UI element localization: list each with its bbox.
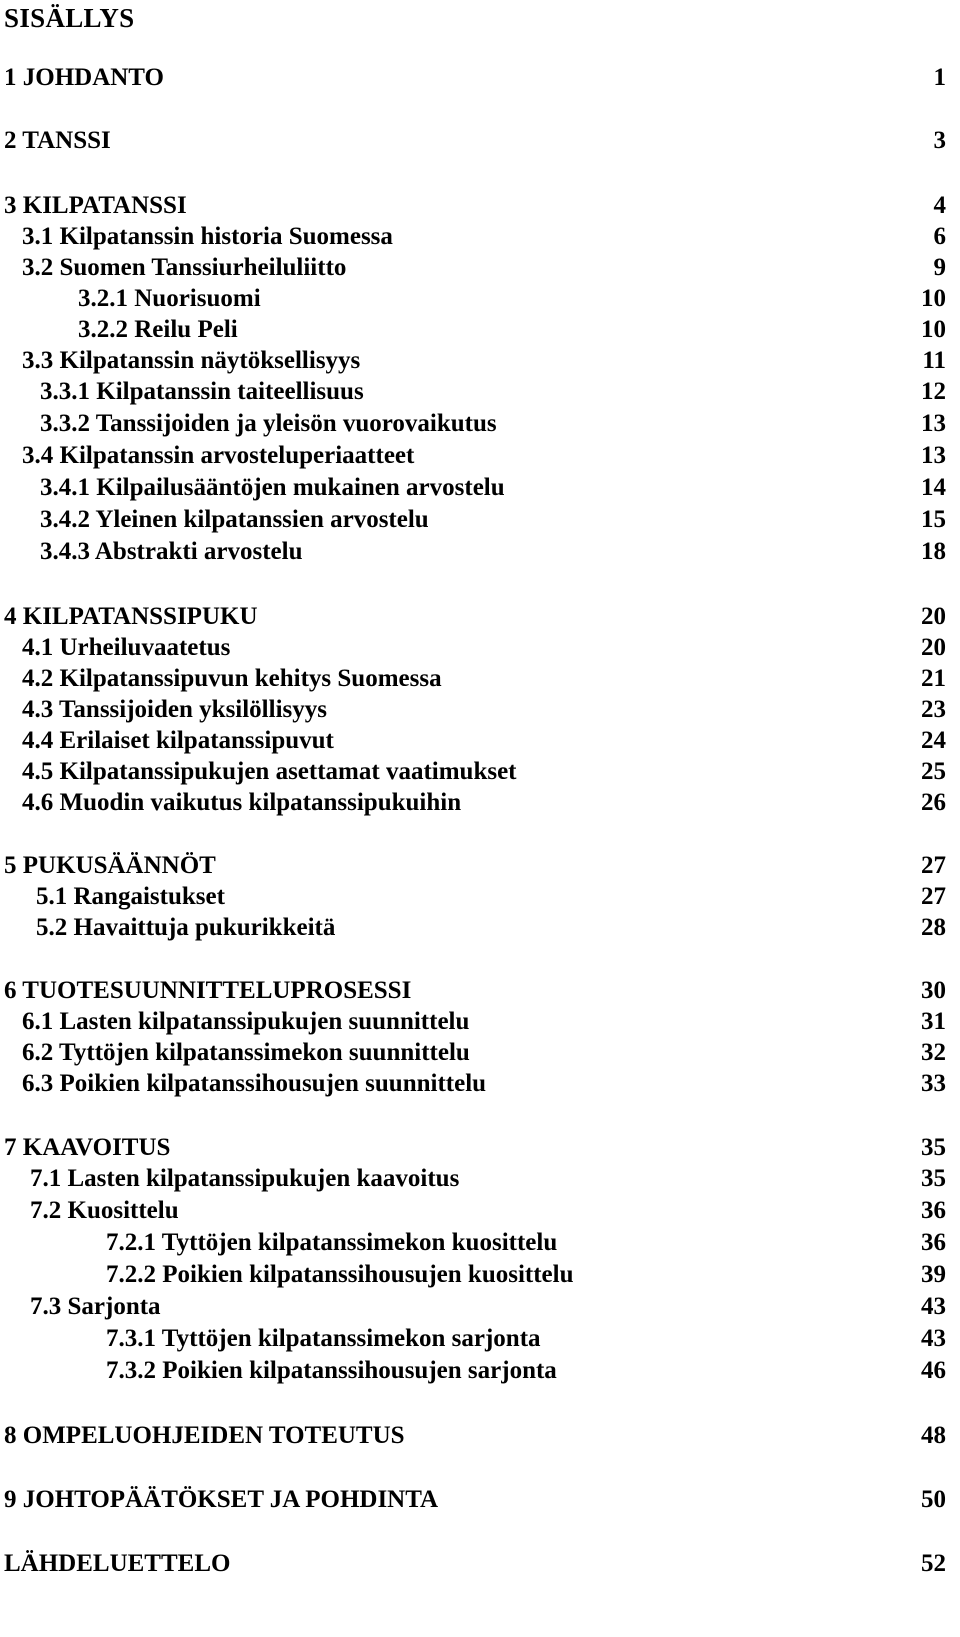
toc-entry-6-1[interactable] — [0, 1007, 960, 1037]
toc-entry-title: 3.1 Kilpatanssin historia Suomessa — [22, 223, 393, 250]
toc-entry-chapter-8[interactable] — [0, 1421, 960, 1451]
toc-entry-title: 3.2.2 Reilu Peli — [78, 316, 238, 343]
toc-entry-title: 7.2.2 Poikien kilpatanssihousujen kuosittelu — [106, 1261, 574, 1288]
toc-entry-title: 7.1 Lasten kilpatanssipukujen kaavoitus — [30, 1165, 460, 1192]
toc-entry-chapter-6[interactable] — [0, 976, 960, 1006]
toc-entry-page: 48 — [921, 1422, 946, 1449]
toc-entry-chapter-4[interactable] — [0, 602, 960, 632]
toc-entry-page: 18 — [921, 538, 946, 565]
toc-entry-4-6[interactable] — [0, 788, 960, 818]
toc-entry-title: 7.3 Sarjonta — [30, 1293, 161, 1320]
toc-entry-title: 4.4 Erilaiset kilpatanssipuvut — [22, 727, 334, 754]
toc-entry-title: 2 TANSSI — [4, 127, 111, 154]
toc-entry-page: 21 — [921, 665, 946, 692]
toc-entry-4-5[interactable] — [0, 757, 960, 787]
toc-entry-6-2[interactable] — [0, 1038, 960, 1068]
toc-entry-5-2[interactable] — [0, 913, 960, 943]
toc-entry-3-4-2[interactable] — [0, 505, 960, 535]
toc-entry-7-3-1[interactable] — [0, 1324, 960, 1354]
toc-entry-title: 7 KAAVOITUS — [4, 1134, 171, 1161]
toc-entry-title: 3.3.2 Tanssijoiden ja yleisön vuorovaikutus — [40, 410, 497, 437]
toc-entry-3-3-2[interactable] — [0, 409, 960, 439]
toc-entry-3-4[interactable] — [0, 441, 960, 471]
toc-entry-title: 6.2 Tyttöjen kilpatanssimekon suunnittelu — [22, 1039, 470, 1066]
toc-entry-title: 4.3 Tanssijoiden yksilöllisyys — [22, 696, 327, 723]
toc-entry-page: 10 — [921, 316, 946, 343]
toc-entry-title: 9 JOHTOPÄÄTÖKSET JA POHDINTA — [4, 1486, 439, 1513]
toc-entry-page: 25 — [921, 758, 946, 785]
toc-entry-page: 11 — [922, 347, 946, 374]
toc-entry-title: 3.2.1 Nuorisuomi — [78, 285, 261, 312]
toc-entry-title: 7.3.1 Tyttöjen kilpatanssimekon sarjonta — [106, 1325, 541, 1352]
toc-entry-title: 5.2 Havaittuja pukurikkeitä — [36, 914, 336, 941]
toc-entry-page: 35 — [921, 1165, 946, 1192]
toc-entry-7-1[interactable] — [0, 1164, 960, 1194]
toc-entry-page: 28 — [921, 914, 946, 941]
toc-entry-page: 50 — [921, 1486, 946, 1513]
toc-entry-page: 12 — [921, 378, 946, 405]
toc-heading: SISÄLLYS — [4, 3, 135, 33]
toc-entry-page: 35 — [921, 1134, 946, 1161]
toc-entry-title: 3.4.2 Yleinen kilpatanssien arvostelu — [40, 506, 429, 533]
toc-entry-3-3[interactable] — [0, 346, 960, 376]
toc-entry-page: 32 — [921, 1039, 946, 1066]
toc-entry-title: 6 TUOTESUUNNITTELUPROSESSI — [4, 977, 412, 1004]
toc-entry-3-1[interactable] — [0, 222, 960, 252]
toc-entry-page: 24 — [921, 727, 946, 754]
toc-entry-title: LÄHDELUETTELO — [4, 1550, 231, 1577]
toc-entry-title: 3.4.3 Abstrakti arvostelu — [40, 538, 303, 565]
toc-entry-title: 3.4 Kilpatanssin arvosteluperiaatteet — [22, 442, 415, 469]
toc-entry-title: 8 OMPELUOHJEIDEN TOTEUTUS — [4, 1422, 405, 1449]
toc-entry-page: 15 — [921, 506, 946, 533]
toc-entry-page: 46 — [921, 1357, 946, 1384]
toc-entry-page: 30 — [921, 977, 946, 1004]
toc-entry-title: 3.3 Kilpatanssin näytöksellisyys — [22, 347, 361, 374]
toc-entry-7-3[interactable] — [0, 1292, 960, 1322]
toc-entry-title: 7.2 Kuosittelu — [30, 1197, 179, 1224]
toc-entry-3-2[interactable] — [0, 253, 960, 283]
toc-entry-title: 6.3 Poikien kilpatanssihousujen suunnittelu — [22, 1070, 487, 1097]
toc-entry-5-1[interactable] — [0, 882, 960, 912]
toc-entry-7-3-2[interactable] — [0, 1356, 960, 1386]
toc-entry-page: 10 — [921, 285, 946, 312]
toc-entry-3-4-3[interactable] — [0, 537, 960, 567]
toc-entry-page: 27 — [921, 883, 946, 910]
toc-entry-page: 36 — [921, 1197, 946, 1224]
toc-entry-page: 52 — [921, 1550, 946, 1577]
toc-entry-page: 20 — [921, 603, 946, 630]
toc-entry-4-2[interactable] — [0, 664, 960, 694]
toc-entry-chapter-9[interactable] — [0, 1485, 960, 1515]
toc-entry-title: 7.3.2 Poikien kilpatanssihousujen sarjonta — [106, 1357, 557, 1384]
toc-entry-references[interactable] — [0, 1549, 960, 1585]
toc-entry-7-2-2[interactable] — [0, 1260, 960, 1290]
toc-entry-3-2-2[interactable] — [0, 315, 960, 345]
toc-entry-page: 43 — [921, 1293, 946, 1320]
toc-entry-chapter-3[interactable] — [0, 191, 960, 221]
toc-entry-6-3[interactable] — [0, 1069, 960, 1099]
toc-entry-page: 14 — [921, 474, 946, 501]
toc-entry-title: 5.1 Rangaistukset — [36, 883, 225, 910]
toc-entry-title: 3.4.1 Kilpailusääntöjen mukainen arvostelu — [40, 474, 505, 501]
toc-entry-7-2-1[interactable] — [0, 1228, 960, 1258]
toc-entry-4-4[interactable] — [0, 726, 960, 756]
toc-entry-title: 4.6 Muodin vaikutus kilpatanssipukuihin — [22, 789, 462, 816]
toc-entry-4-3[interactable] — [0, 695, 960, 725]
toc-entry-page: 13 — [921, 410, 946, 437]
toc-entry-3-2-1[interactable] — [0, 284, 960, 314]
toc-entry-page: 26 — [921, 789, 946, 816]
toc-entry-title: 1 JOHDANTO — [4, 64, 164, 91]
toc-entry-page: 39 — [921, 1261, 946, 1288]
toc-entry-title: 3 KILPATANSSI — [4, 192, 187, 219]
toc-entry-chapter-7[interactable] — [0, 1133, 960, 1163]
toc-entry-page: 20 — [921, 634, 946, 661]
toc-entry-title: 7.2.1 Tyttöjen kilpatanssimekon kuosittelu — [106, 1229, 558, 1256]
toc-entry-chapter-5[interactable] — [0, 851, 960, 881]
toc-entry-page: 31 — [921, 1008, 946, 1035]
toc-entry-page: 4 — [933, 192, 946, 219]
toc-entry-3-4-1[interactable] — [0, 473, 960, 503]
toc-entry-title: 5 PUKUSÄÄNNÖT — [4, 852, 216, 879]
toc-entry-7-2[interactable] — [0, 1196, 960, 1226]
toc-entry-page: 27 — [921, 852, 946, 879]
toc-entry-4-1[interactable] — [0, 633, 960, 663]
toc-entry-title: 3.2 Suomen Tanssiurheiluliitto — [22, 254, 347, 281]
toc-entry-title: 3.3.1 Kilpatanssin taiteellisuus — [40, 378, 364, 405]
toc-entry-page: 33 — [921, 1070, 946, 1097]
toc-entry-page: 9 — [933, 254, 946, 281]
toc-entry-chapter-1[interactable] — [0, 63, 960, 93]
toc-entry-page: 1 — [933, 64, 946, 91]
toc-entry-page: 6 — [933, 223, 946, 250]
toc-entry-title: 4.2 Kilpatanssipuvun kehitys Suomessa — [22, 665, 442, 692]
toc-entry-title: 4 KILPATANSSIPUKU — [4, 603, 258, 630]
toc-entry-3-3-1[interactable] — [0, 377, 960, 407]
toc-entry-page: 43 — [921, 1325, 946, 1352]
toc-entry-title: 4.1 Urheiluvaatetus — [22, 634, 231, 661]
toc-entry-page: 36 — [921, 1229, 946, 1256]
toc-entry-chapter-2[interactable] — [0, 126, 960, 156]
toc-entry-title: 4.5 Kilpatanssipukujen asettamat vaatimukset — [22, 758, 517, 785]
toc-entry-title: 6.1 Lasten kilpatanssipukujen suunnittelu — [22, 1008, 470, 1035]
toc-entry-page: 23 — [921, 696, 946, 723]
toc-entry-page: 13 — [921, 442, 946, 469]
toc-entry-page: 3 — [933, 127, 946, 154]
